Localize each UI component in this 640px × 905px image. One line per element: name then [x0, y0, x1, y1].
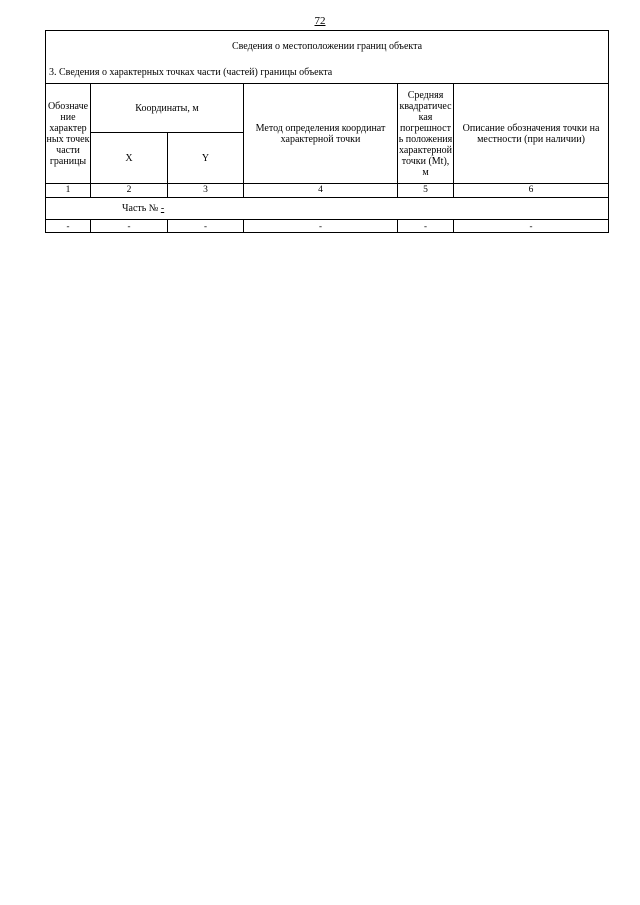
table-cell: -	[168, 220, 244, 233]
header-x: X	[91, 133, 168, 184]
table-subtitle: 3. Сведения о характерных точках части (частей) границы объекта	[46, 61, 609, 84]
header-coordinates: Координаты, м	[91, 84, 244, 133]
column-number: 6	[454, 184, 609, 198]
column-number: 4	[244, 184, 398, 198]
column-numbers-row	[46, 184, 609, 198]
header-method: Метод определения координат характерной точки	[244, 84, 398, 184]
header-y: Y	[168, 133, 244, 184]
column-number: 1	[46, 184, 91, 198]
header-accuracy: Средняя квадратичес кая погрешност ь положения характерной точки (Mt), м	[398, 84, 454, 184]
column-number: 3	[168, 184, 244, 198]
table-cell: -	[398, 220, 454, 233]
header-point-designation: Обозначе ние характер ных точек части границы	[46, 84, 91, 184]
column-number: 2	[91, 184, 168, 198]
part-number: -	[160, 203, 165, 214]
table-cell: -	[46, 220, 91, 233]
part-label: Часть №	[122, 203, 159, 214]
column-number: 5	[398, 184, 454, 198]
table-cell: -	[91, 220, 168, 233]
table-cell: -	[454, 220, 609, 233]
page-number	[0, 14, 640, 28]
header-description: Описание обозначения точки на местности (при наличии)	[454, 84, 609, 184]
table-title: Сведения о местоположении границ объекта	[46, 31, 609, 62]
table-row	[46, 220, 609, 233]
table-cell: -	[244, 220, 398, 233]
page-number-text: 72	[314, 15, 326, 27]
part-row	[46, 198, 609, 220]
characteristic-points-table	[45, 30, 609, 233]
